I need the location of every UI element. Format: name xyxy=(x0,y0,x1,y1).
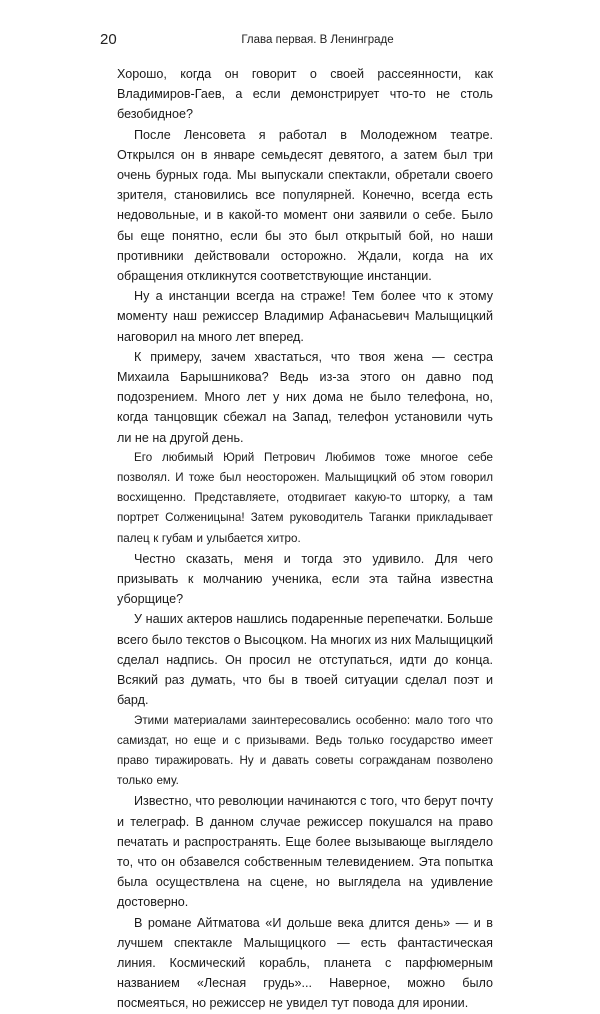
paragraph: У наших актеров нашлись подаренные перепечатки. Больше всего было текстов о Высоцком. На многих из них Малыщицкий сделал надпись. Он просил не отступаться, идти до конца. Всякий раз думать, что бы в твоей ситуации сделал поэт и бард. xyxy=(117,612,493,708)
paragraph: Этими материалами заинтересовались особенно: мало того что самиздат, но еще и с призывами. Ведь только государство имеет право тиражировать. Ну и давать советы согражданам позволено только ему. xyxy=(117,713,493,788)
paragraph: К примеру, зачем хвастаться, что твоя жена — сестра Михаила Барышникова? Ведь из-за этого он давно под подозрением. Много лет у них дома не было телефона, но, когда танцовщик сбежал на Запад, телефон установили чуть ли не на другой день. xyxy=(117,349,493,445)
paragraph: Честно сказать, меня и тогда это удивило. Для чего призывать к молчанию ученика, если эта тайна известна уборщице? xyxy=(117,551,493,607)
paragraph: В романе Айтматова «И дольше века длится день» — и в лучшем спектакле Малыщицкого — есть фантастическая линия. Космический корабль, планета с парфюмерным названием «Лесная грудь»... Наверное, можно было посмеяться, но режиссер не увидел тут повода для иронии. xyxy=(117,915,493,1011)
body-text xyxy=(117,64,493,1014)
page-number: 20 xyxy=(100,31,117,48)
paragraph: После Ленсовета я работал в Молодежном театре. Открылся он в январе семьдесят девятого, а затем был три очень бурных года. Мы выпускали спектакли, обретали своего зрителя, становились все популярней. Конечно, всегда есть недовольные, и в какой-то момент они заявили о себе. Было бы еще понятно, если бы это был открытый бой, но наши противники действовали осторожно. Ждали, когда на их обращения откликнутся соответствующие инстанции. xyxy=(117,127,493,284)
paragraph: Хорошо, когда он говорит о своей рассеянности, как Владимиров-Гаев, а если демонстрирует что-то не столь безобидное? xyxy=(117,67,493,122)
paragraph: Ну а инстанции всегда на страже! Тем более что к этому моменту наш режиссер Владимир Афанасьевич Малыщицкий наговорил на много лет вперед. xyxy=(117,289,493,344)
paragraph: Его любимый Юрий Петрович Любимов тоже многое себе позволял. И тоже был неосторожен. Малыщицкий об этом говорил восхищенно. Представляете, отодвигает какую-то шторку, а там портрет Солженицына! Затем руководитель Таганки прикладывает палец к губам и улыбается хитро. xyxy=(117,450,493,545)
running-head xyxy=(100,30,495,50)
chapter-title: Глава первая. В Ленинграде xyxy=(241,34,394,46)
paragraph: Известно, что революции начинаются с того, что берут почту и телеграф. В данном случае режиссер покушался на право печатать и распространять. Еще более вызывающе выглядело то, что он обзавелся собственным телевидением. Эта попытка была осуществлена на сцене, но выглядела на удивление достоверно. xyxy=(117,794,493,910)
